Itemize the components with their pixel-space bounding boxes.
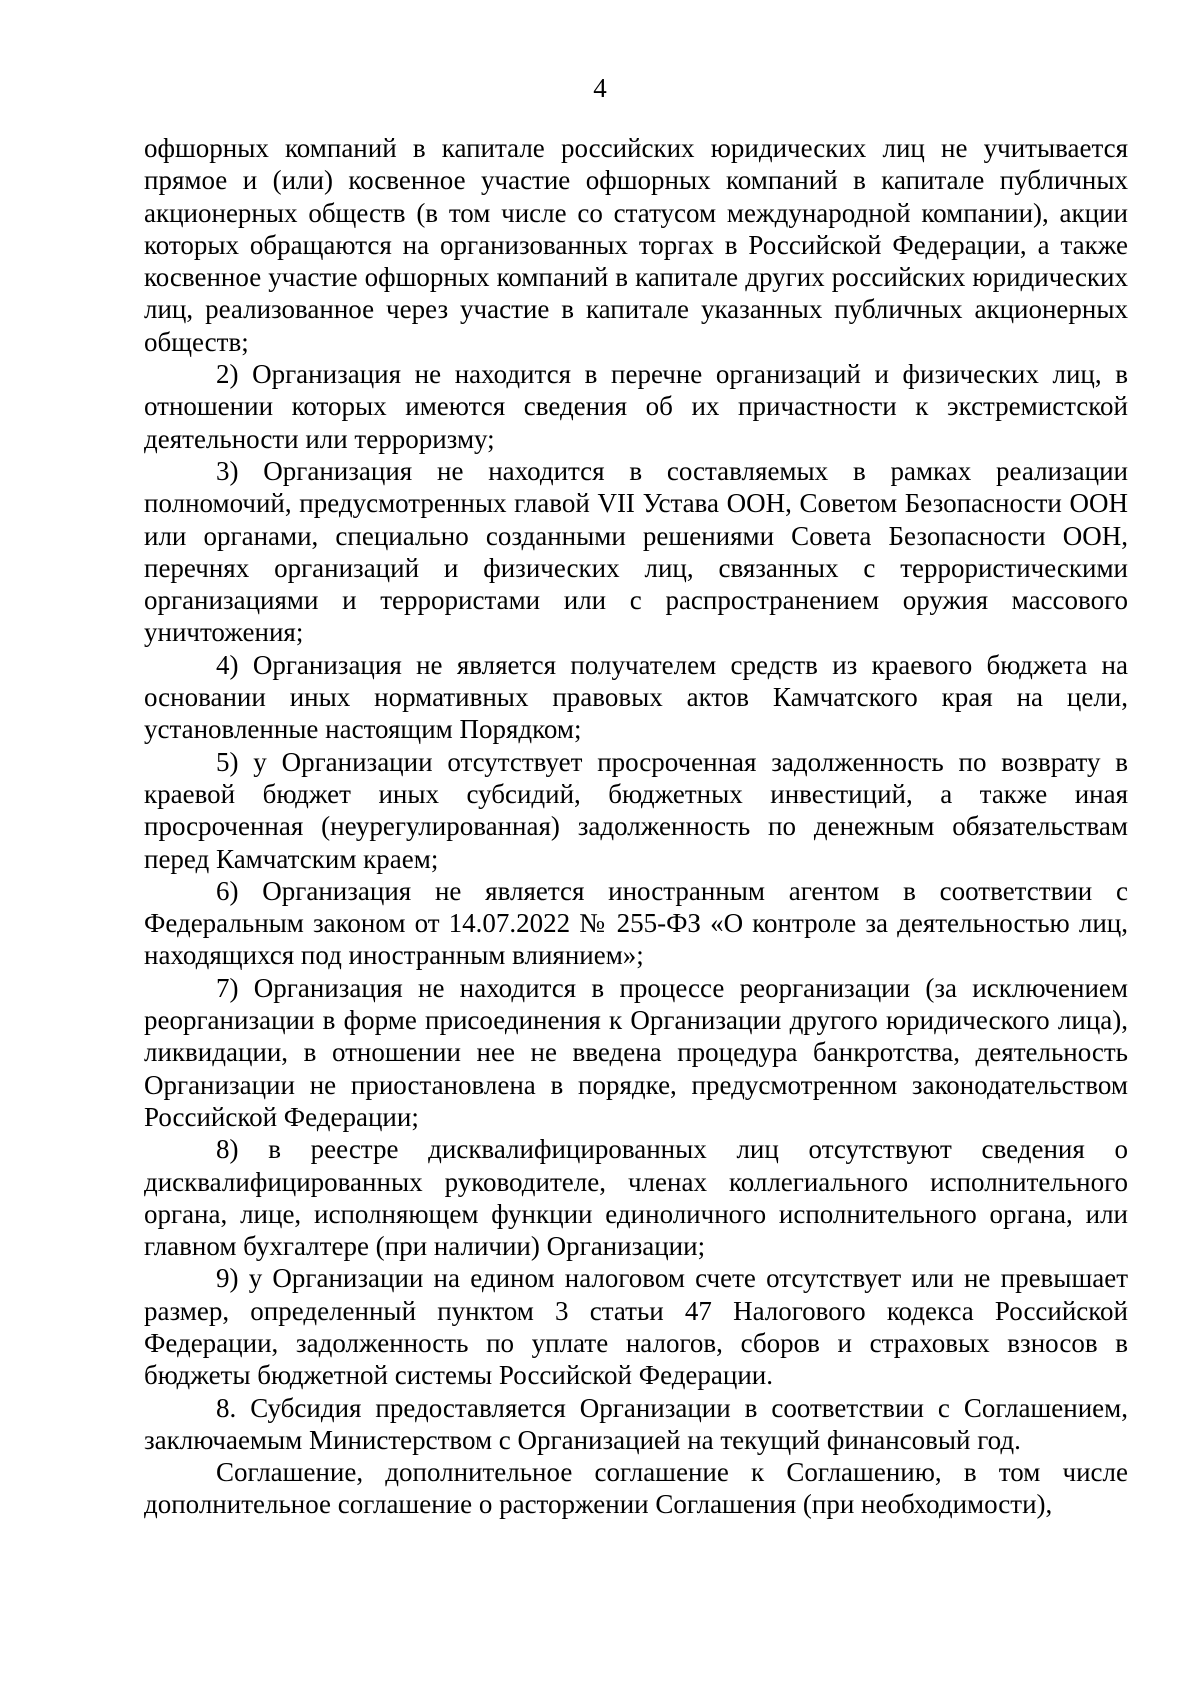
paragraph-offshore-continuation: офшорных компаний в капитале российских юридических лиц не учитывается прямое и (или) косвенное участие офшорных компаний в капитале публичных акционерных обществ (в том числе со статусом международной компании), акции которых обращаются на организованных торгах в Российской Федерации, а также косвенное участие офшорных компаний в капитале других российских юридических лиц, реализованное через участие в капитале указанных публичных акционерных обществ; (144, 133, 1128, 357)
document-body (144, 132, 1128, 1521)
paragraph-item-7: 7) Организация не находится в процессе реорганизации (за исключением реорганизации в форме присоединения к Организации другого юридического лица), ликвидации, в отношении нее не введена процедура банкротства, деятельность Организации не приостановлена в порядке, предусмотренном законодательством Российской Федерации; (144, 972, 1128, 1132)
paragraph-item-3: 3) Организация не находится в составляемых в рамках реализации полномочий, предусмотренных главой VII Устава ООН, Советом Безопасности ООН или органами, специально созданными решениями Совета Безопасности ООН, перечнях организаций и физических лиц, связанных с террористическими организациями и террористами или с распространением оружия массового уничтожения; (144, 455, 1128, 648)
paragraph-item-9: 9) у Организации на едином налоговом счете отсутствует или не превышает размер, определенный пунктом 3 статьи 47 Налогового кодекса Российской Федерации, задолженность по уплате налогов, сборов и страховых взносов в бюджеты бюджетной системы Российской Федерации. (144, 1263, 1128, 1391)
paragraph-agreement: Соглашение, дополнительное соглашение к Соглашению, в том числе дополнительное соглашение о расторжении Соглашения (при необходимости), (144, 1457, 1128, 1520)
paragraph-item-5: 5) у Организации отсутствует просроченная задолженность по возврату в краевой бюджет иных субсидий, бюджетных инвестиций, а также иная просроченная (неурегулированная) задолженность по денежным обязательствам перед Камчатским краем; (144, 746, 1128, 874)
paragraph-item-2: 2) Организация не находится в перечне организаций и физических лиц, в отношении которых имеются сведения об их причастности к экстремистской деятельности или терроризму; (144, 359, 1128, 454)
paragraph-section-8: 8. Субсидия предоставляется Организации в соответствии с Соглашением, заключаемым Министерством с Организацией на текущий финансовый год. (144, 1392, 1128, 1455)
paragraph-item-6: 6) Организация не является иностранным агентом в соответствии с Федеральным законом от 14.07.2022 № 255-ФЗ «О контроле за деятельностью лиц, находящихся под иностранным влиянием»; (144, 875, 1128, 971)
page-number: 4 (593, 73, 607, 103)
paragraph-item-4: 4) Организация не является получателем средств из краевого бюджета на основании иных нормативных правовых актов Камчатского края на цели, установленные настоящим Порядком; (144, 649, 1128, 745)
paragraph-item-8: 8) в реестре дисквалифицированных лиц отсутствуют сведения о дисквалифицированных руководителе, членах коллегиального исполнительного органа, лице, исполняющем функции единоличного исполнительного органа, или главном бухгалтере (при наличии) Организации; (144, 1134, 1128, 1262)
